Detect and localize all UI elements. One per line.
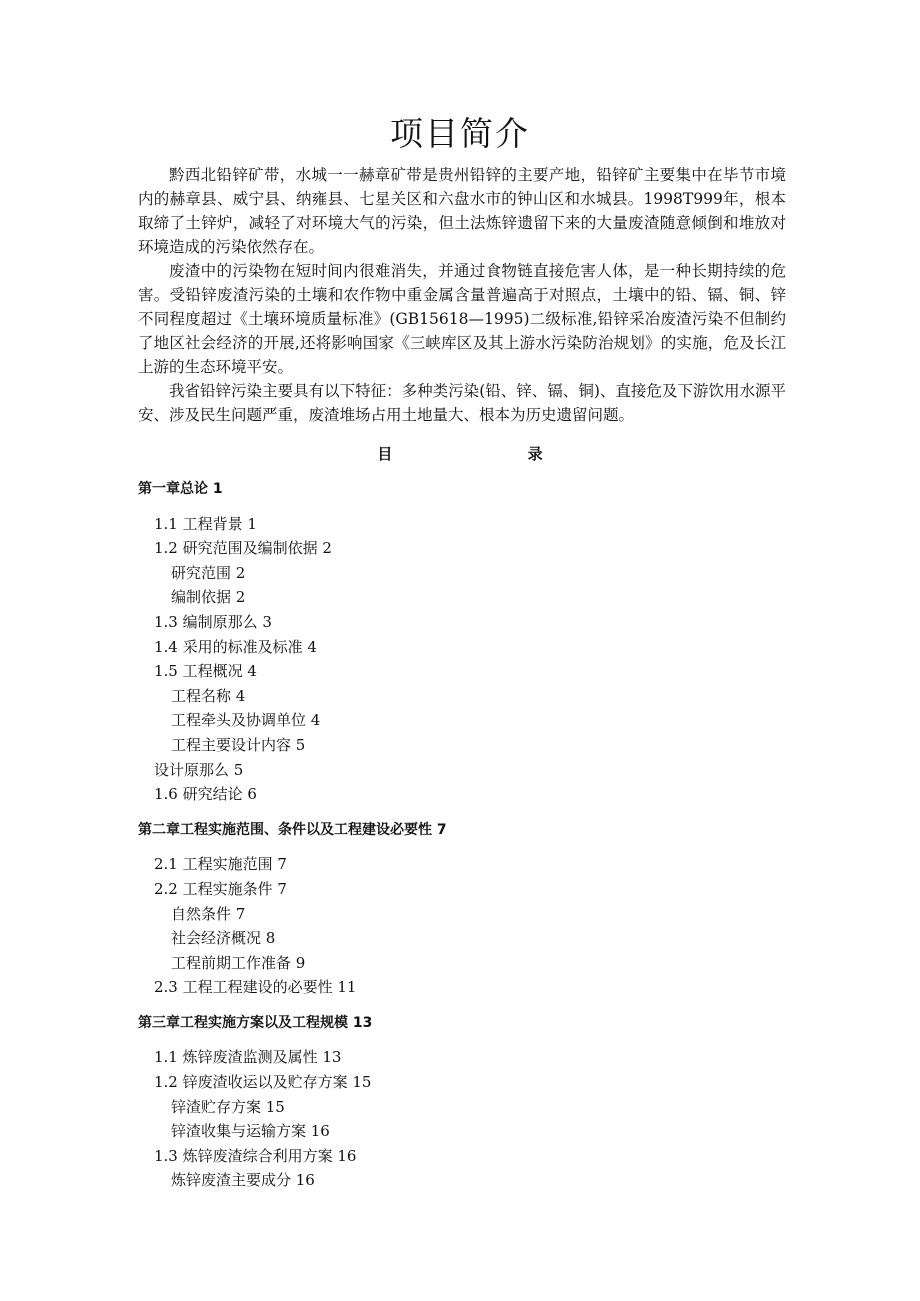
toc-entry[interactable]: 设计原那么 5 [154,760,244,779]
toc-entry[interactable]: 1.5 工程概况 4 [154,662,257,681]
intro-paragraph-3: 我省铅锌污染主要具有以下特征：多种类污染(铅、锌、镉、铜)、直接危及下游饮用水源平安、涉及民生问题严重，废渣堆场占用土地量大、根本为历史遗留问题。 [138,382,786,424]
toc-entry[interactable]: 2.1 工程实施范围 7 [154,855,287,874]
intro-paragraph-1: 黔西北铅锌矿带，水城一一赫章矿带是贵州铅锌的主要产地，铅锌矿主要集中在毕节市境内的赫章县、威宁县、纳雍县、七星关区和六盘水市的钟山区和水城县。1998T999年，根本取缔了土锌炉，减轻了对环境大气的污染，但土法炼锌遗留下来的大量废渣随意倾倒和堆放对环境造成的污染依然存在。 [138,166,786,256]
toc-chapter-entry[interactable]: 第三章工程实施方案以及工程规模 13 [138,1014,373,1031]
toc-entry[interactable]: 锌渣贮存方案 15 [171,1097,285,1116]
toc-chapter-entry[interactable]: 第二章工程实施范围、条件以及工程建设必要性 7 [138,821,447,838]
toc-entry[interactable]: 1.1 工程背景 1 [154,514,257,533]
toc-entry[interactable]: 1.3 编制原那么 3 [154,612,272,631]
intro-body [138,163,786,427]
toc-entry[interactable]: 1.6 研究结论 6 [154,785,257,804]
toc-entry[interactable]: 1.2 研究范围及编制依据 2 [154,539,332,558]
toc-entry[interactable]: 工程前期工作准备 9 [171,953,306,972]
toc-entry[interactable]: 工程牵头及协调单位 4 [171,711,321,730]
toc-entry[interactable]: 1.1 炼锌废渣监测及属性 13 [154,1048,342,1067]
table-of-contents [138,477,788,1193]
toc-entry[interactable]: 研究范围 2 [171,563,246,582]
toc-entry[interactable]: 1.2 锌废渣收运以及贮存方案 15 [154,1073,372,1092]
page-title: 项目简介 [390,114,530,153]
toc-heading: 目 录 [377,445,543,463]
toc-entry[interactable]: 锌渣收集与运输方案 16 [171,1122,330,1141]
toc-entry[interactable]: 工程名称 4 [171,686,246,705]
toc-chapter-entry[interactable]: 第一章总论 1 [138,481,223,497]
toc-entry[interactable]: 2.2 工程实施条件 7 [154,879,287,898]
toc-entry[interactable]: 社会经济概况 8 [171,929,276,948]
toc-entry[interactable]: 编制依据 2 [171,588,246,607]
toc-entry[interactable]: 自然条件 7 [171,904,246,923]
toc-entry[interactable]: 1.4 采用的标准及标准 4 [154,637,317,656]
intro-paragraph-2: 废渣中的污染物在短时间内很难消失，并通过食物链直接危害人体，是一种长期持续的危害。受铅锌废渣污染的土壤和农作物中重金属含量普遍高于对照点，土壤中的铅、镉、铜、锌不同程度超过《土壤环境质量标准》(GB15618—1995)二级标准,铅锌采冶废渣污染不但制约了地区社会经济的开展,还将影响国家《三峡库区及其上游水污染防治规划》的实施，危及长江上游的生态环境平安。 [138,262,786,376]
toc-entry[interactable]: 2.3 工程工程建设的必要性 11 [154,978,357,997]
toc-entry[interactable]: 工程主要设计内容 5 [171,735,306,754]
toc-entry[interactable]: 1.3 炼锌废渣综合利用方案 16 [154,1146,357,1165]
toc-entry[interactable]: 炼锌废渣主要成分 16 [171,1171,315,1190]
